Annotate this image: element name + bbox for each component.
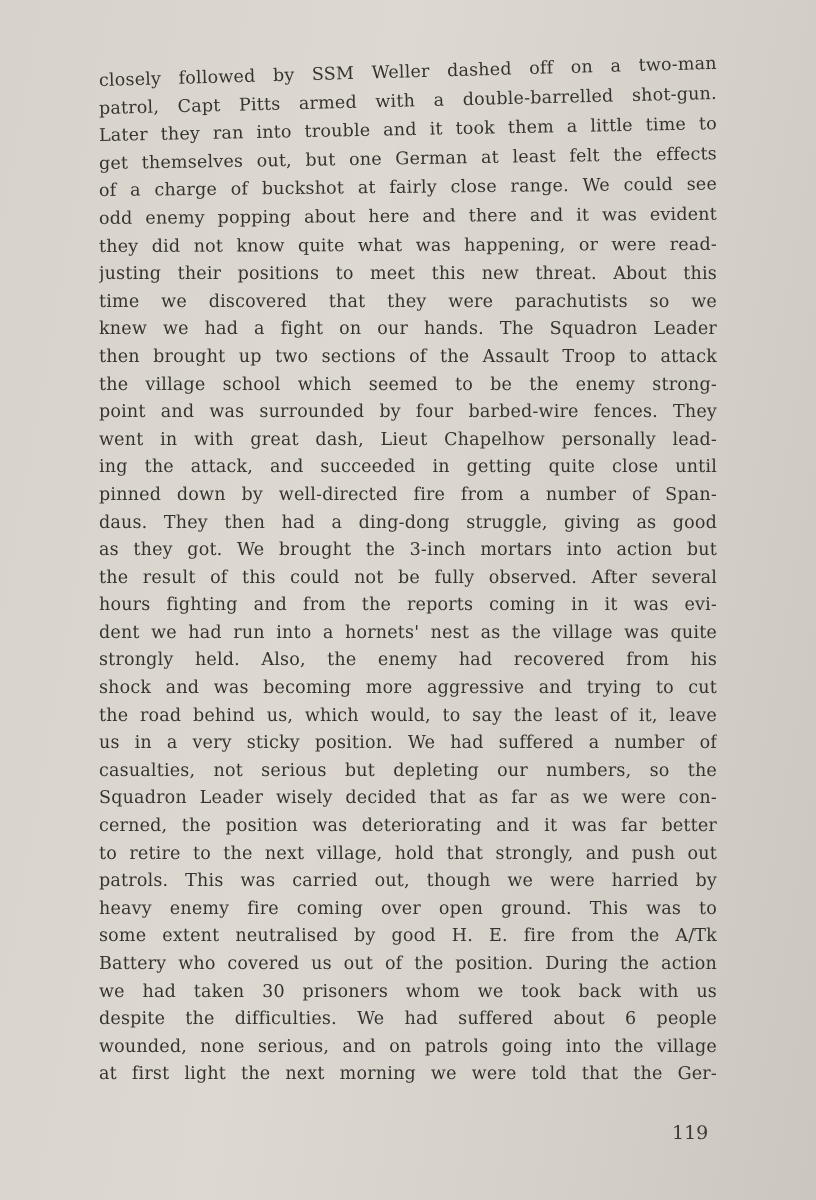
text-line: time we discovered that they were parachutists so we: [99, 291, 717, 312]
text-line: point and was surrounded by four barbed-wire fences. They: [99, 402, 717, 423]
text-line: closely followed by SSM Weller dashed off on a two-man: [98, 53, 718, 91]
text-line: patrols. This was carried out, though we were harried by: [99, 871, 717, 892]
text-line: the village school which seemed to be the enemy strong-: [99, 374, 717, 395]
text-line: cerned, the position was deteriorating and it was far better: [99, 816, 717, 837]
text-line: ing the attack, and succeeded in getting quite close until: [99, 457, 717, 478]
page-number: 119: [672, 1122, 709, 1144]
text-line: Later they ran into trouble and it took them a little time to: [98, 114, 718, 147]
text-line: justing their positions to meet this new threat. About this: [99, 264, 717, 285]
text-line: of a charge of buckshot at fairly close range. We could see: [98, 174, 718, 202]
text-line: wounded, none serious, and on patrols going into the village: [99, 1036, 717, 1057]
text-line: some extent neutralised by good H. E. fire from the A/Tk: [99, 926, 717, 947]
text-line: to retire to the next village, hold that strongly, and push out: [99, 843, 717, 864]
text-line: the road behind us, which would, to say the least of it, leave: [99, 705, 717, 726]
text-line: heavy enemy fire coming over open ground. This was to: [99, 898, 717, 919]
text-line: went in with great dash, Lieut Chapelhow personally lead-: [99, 429, 717, 450]
text-line: patrol, Capt Pitts armed with a double-barrelled shot-gun.: [98, 83, 718, 119]
text-line: get themselves out, but one German at least felt the effects: [98, 144, 718, 174]
text-line: we had taken 30 prisoners whom we took back with us: [99, 981, 717, 1002]
text-line: at first light the next morning we were told that the Ger-: [99, 1064, 717, 1085]
text-line: daus. They then had a ding-dong struggle, giving as good: [99, 512, 717, 533]
text-line: dent we had run into a hornets' nest as the village was quite: [99, 622, 717, 643]
text-line: strongly held. Also, the enemy had recovered from his: [99, 650, 717, 671]
text-line: hours fighting and from the reports coming in it was evi-: [99, 595, 717, 616]
text-line: then brought up two sections of the Assault Troop to attack: [99, 346, 717, 367]
text-line: casualties, not serious but depleting our numbers, so the: [99, 760, 717, 781]
text-line: as they got. We brought the 3-inch mortars into action but: [99, 540, 717, 561]
text-line: odd enemy popping about here and there and it was evident: [98, 204, 718, 229]
text-line: they did not know quite what was happening, or were read-: [98, 234, 718, 257]
text-line: the result of this could not be fully observed. After several: [99, 567, 717, 588]
text-line: shock and was becoming more aggressive and trying to cut: [99, 678, 717, 699]
text-line: Battery who covered us out of the position. During the action: [99, 954, 717, 974]
text-line: knew we had a fight on our hands. The Squadron Leader: [99, 319, 717, 340]
text-line: pinned down by well-directed fire from a number of Span-: [99, 484, 717, 505]
body-text: [98, 53, 718, 1089]
text-line: Squadron Leader wisely decided that as far as we were con-: [99, 788, 717, 809]
text-line: us in a very sticky position. We had suffered a number of: [99, 733, 717, 754]
text-line: despite the difficulties. We had suffered about 6 people: [99, 1009, 717, 1030]
